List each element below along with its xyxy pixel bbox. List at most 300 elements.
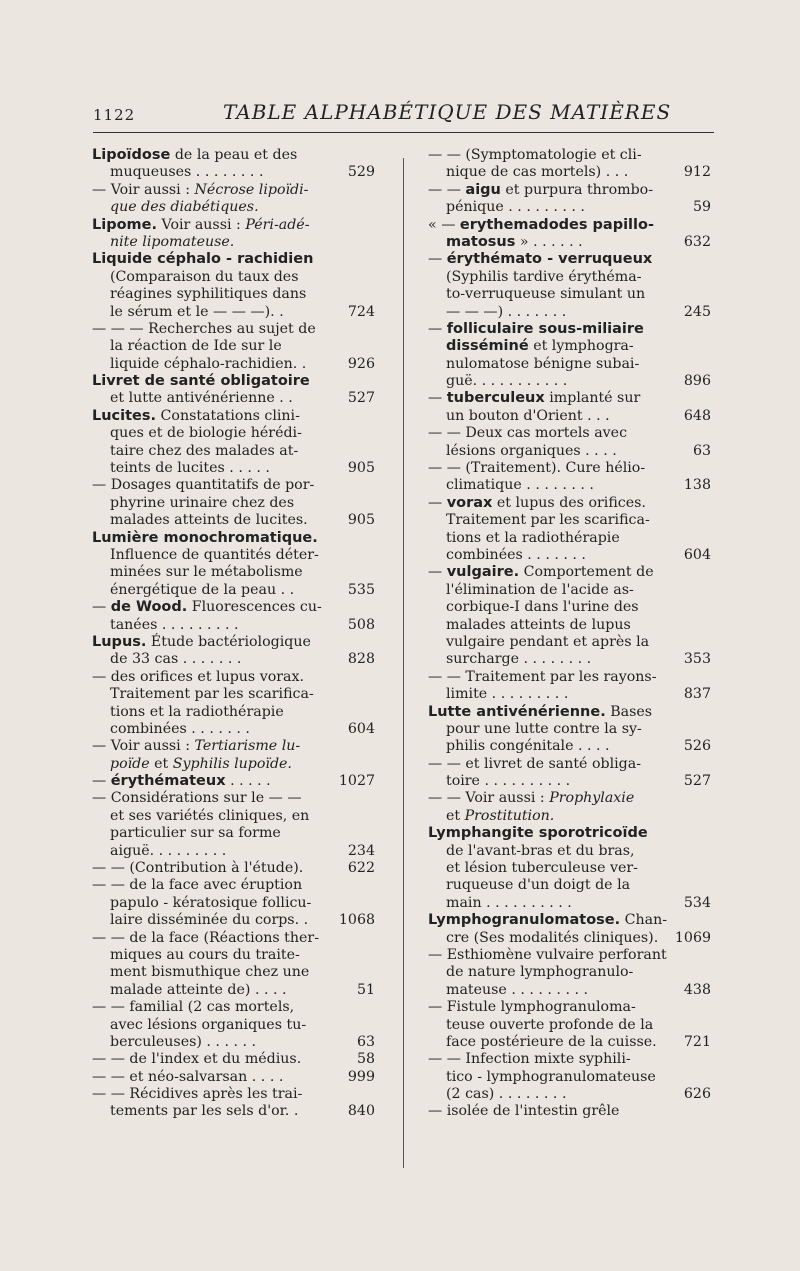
index-text: — — Infection mixte syphili- (428, 1051, 631, 1068)
index-text: malade atteinte de) . . . . (110, 981, 287, 998)
index-text: miques au cours du traite- (110, 946, 300, 963)
index-line (428, 338, 711, 355)
index-line-text (428, 321, 644, 337)
index-line (92, 895, 375, 912)
index-text: — (428, 390, 447, 407)
index-line (92, 756, 375, 773)
index-text: ment bismuthique chez une (110, 964, 310, 981)
index-line (92, 686, 375, 703)
index-line (92, 443, 375, 460)
page-reference: 1068 (338, 912, 375, 929)
index-line-text (110, 895, 311, 911)
index-text: tions et la radiothérapie (446, 529, 620, 546)
page-reference: 896 (683, 373, 711, 390)
index-line-text (446, 408, 610, 424)
index-line (92, 738, 375, 755)
index-line (428, 773, 711, 790)
page-reference: 59 (692, 199, 711, 216)
index-line (428, 495, 711, 512)
index-line (92, 356, 375, 373)
index-line-text (110, 338, 282, 354)
index-crossref: Syphilis lupoïde. (172, 755, 292, 772)
index-text: cre (Ses modalités cliniques). (446, 929, 659, 946)
index-line (92, 530, 375, 547)
index-text: — — et livret de santé obliga- (428, 755, 641, 772)
index-line-text (110, 443, 298, 459)
index-text: to-verruqueuse simulant un (446, 286, 646, 303)
index-line-text (92, 408, 300, 424)
index-text: . . . . . (225, 773, 271, 790)
index-line (428, 390, 711, 407)
index-line (428, 182, 711, 199)
index-line (92, 234, 375, 251)
index-text: taire chez des malades at- (110, 442, 299, 459)
page-reference: 828 (347, 651, 375, 668)
index-line (428, 234, 711, 251)
index-line (428, 651, 711, 668)
index-text: Comportement de (519, 564, 654, 581)
index-line-text (446, 304, 566, 320)
index-line (92, 982, 375, 999)
index-text: — — de la face (Réactions ther- (92, 929, 319, 946)
index-text: — — de l'index et du médius. (92, 1051, 302, 1068)
index-term: disséminé (446, 338, 529, 355)
index-line-text (92, 773, 271, 789)
index-text: et ses variétés cliniques, en (110, 807, 310, 824)
index-line-text (428, 912, 667, 928)
index-line (428, 217, 711, 234)
index-text: teuse ouverte profonde de la (446, 1016, 654, 1033)
index-line (428, 356, 711, 373)
index-text: malades atteints de lucites. (110, 512, 308, 529)
index-term: Lupus. (92, 633, 147, 650)
page-reference: 527 (347, 390, 375, 407)
index-line (428, 738, 711, 755)
page-reference: 535 (347, 581, 375, 598)
index-line-text (428, 999, 636, 1015)
index-text: (Comparaison du taux des (110, 268, 299, 285)
index-text: — — Récidives après les trai- (92, 1086, 303, 1103)
index-line-text (110, 912, 308, 928)
index-line-text (446, 547, 586, 563)
page-reference: 648 (683, 407, 711, 424)
page-reference: 632 (683, 233, 711, 250)
index-line-text (446, 477, 594, 493)
index-line-text (92, 999, 294, 1015)
index-text: Traitement par les scarifica- (446, 512, 650, 529)
index-line-text (110, 425, 302, 441)
index-line (92, 790, 375, 807)
index-crossref: Prophylaxie (549, 790, 635, 807)
index-term: érythémato - verruqueux (446, 251, 653, 268)
index-line (92, 860, 375, 877)
index-text: Bases (605, 703, 653, 720)
index-line-text (446, 982, 588, 998)
index-line-text (110, 304, 284, 320)
page-reference: 622 (347, 860, 375, 877)
index-line-text (446, 651, 591, 667)
page-reference: 353 (683, 651, 711, 668)
index-line-text (110, 199, 259, 215)
index-line (428, 1086, 711, 1103)
index-text: de 33 cas . . . . . . . (110, 651, 242, 668)
page-reference: 721 (683, 1033, 711, 1050)
index-line (92, 704, 375, 721)
index-line-text (92, 790, 302, 806)
index-line-text (110, 269, 298, 285)
index-line (428, 877, 711, 894)
index-text: de l'avant-bras et du bras, (446, 842, 635, 859)
page-reference: 905 (347, 512, 375, 529)
index-text: et (446, 807, 465, 824)
index-term: Lipoïdose (92, 147, 171, 163)
index-text: corbique-I dans l'urine des (446, 599, 639, 616)
index-line (428, 564, 711, 581)
index-line (428, 790, 711, 807)
index-line (92, 1069, 375, 1086)
index-line-text (92, 321, 316, 337)
index-text: ques et de biologie hérédi- (110, 425, 302, 442)
index-line (92, 1103, 375, 1120)
index-line-text (110, 721, 250, 737)
index-line (428, 756, 711, 773)
index-line-text (110, 964, 309, 980)
page-reference: 508 (347, 616, 375, 633)
index-line (92, 495, 375, 512)
index-text: réagines syphilitiques dans (110, 286, 307, 303)
index-text: — Considérations sur le — — (92, 790, 302, 807)
page-header (93, 100, 713, 130)
index-line (92, 669, 375, 686)
index-line-text (446, 964, 633, 980)
index-line-text (446, 164, 628, 180)
index-line-text (446, 860, 638, 876)
index-text: tanées . . . . . . . . . (110, 616, 239, 633)
index-line-text (92, 1086, 302, 1102)
index-line-text (446, 738, 610, 754)
index-line-text (110, 547, 319, 563)
index-line-text (110, 704, 284, 720)
index-line (92, 912, 375, 929)
index-line (92, 425, 375, 442)
index-line (428, 477, 711, 494)
page-reference: 234 (347, 842, 375, 859)
index-text: — Voir aussi : (92, 181, 195, 198)
index-line (428, 286, 711, 303)
header-rule (93, 132, 714, 133)
index-line-text (92, 182, 308, 198)
index-line-text (446, 443, 617, 459)
index-line (428, 912, 711, 929)
index-text: combinées . . . . . . . (110, 720, 250, 737)
index-text: un bouton d'Orient . . . (446, 407, 610, 424)
index-line-text (446, 877, 630, 893)
index-text: surcharge . . . . . . . . (446, 651, 592, 668)
index-text: Fluorescences cu- (187, 599, 322, 616)
page-reference: 534 (683, 894, 711, 911)
index-line (92, 338, 375, 355)
index-line-text (92, 877, 302, 893)
index-line (428, 199, 711, 216)
index-line-text (446, 1034, 657, 1050)
index-line-text (446, 234, 583, 250)
index-line-text (110, 564, 303, 580)
index-crossref: Nécrose lipoïdi- (194, 181, 309, 198)
index-term: vorax (446, 494, 493, 511)
index-text: — — Deux cas mortels avec (428, 425, 628, 442)
page-reference: 51 (356, 981, 375, 998)
index-line (428, 860, 711, 877)
index-line-text (446, 338, 634, 354)
index-text: Constatations clini- (156, 407, 300, 424)
index-text: phyrine urinaire chez des (110, 494, 295, 511)
index-text: — — (Symptomatologie et cli- (428, 147, 642, 163)
index-line-text (92, 251, 313, 267)
index-line-text (446, 269, 642, 285)
index-line (92, 251, 375, 268)
index-text: énergétique de la peau . . (110, 581, 295, 598)
index-line (428, 999, 711, 1016)
index-text: nique de cas mortels) . . . (446, 164, 629, 181)
index-crossref: poïde (110, 755, 150, 772)
index-line (428, 1103, 711, 1120)
index-line-text (92, 1069, 283, 1085)
index-line-text (92, 530, 318, 546)
index-text: — — (Traitement). Cure hélio- (428, 460, 646, 477)
right-column (428, 147, 711, 1121)
index-term: aigu (465, 181, 501, 198)
index-text: — — de la face avec éruption (92, 877, 303, 894)
index-line (92, 408, 375, 425)
index-text: avec lésions organiques tu- (110, 1016, 307, 1033)
index-text: et lutte antivénérienne . . (110, 390, 293, 407)
index-line (428, 164, 711, 181)
index-line-text (446, 1086, 566, 1102)
index-text: — (92, 599, 111, 616)
index-line-text (110, 512, 308, 528)
page-reference: 604 (347, 720, 375, 737)
index-text: Étude bactériologique (146, 633, 311, 650)
index-line-text (110, 843, 226, 859)
index-line (92, 147, 375, 164)
index-line (92, 217, 375, 234)
index-text: — — et néo-salvarsan . . . . (92, 1068, 284, 1085)
index-line-text (428, 147, 642, 163)
index-text: — (92, 773, 111, 790)
index-line (428, 147, 711, 164)
index-text: particulier sur sa forme (110, 825, 281, 842)
index-line-text (446, 773, 570, 789)
index-line (92, 373, 375, 390)
index-line-text (446, 686, 568, 702)
index-text: — — — Recherches au sujet de (92, 320, 316, 337)
index-text: « — (428, 216, 460, 233)
index-line-text (428, 825, 648, 841)
index-text: tements par les sels d'or. . (110, 1103, 299, 1120)
index-line (428, 843, 711, 860)
index-text: vulgaire pendant et après la (446, 633, 650, 650)
index-line-text (92, 147, 297, 163)
index-term: Lymphangite sporotricoïde (428, 825, 648, 842)
index-line-text (110, 460, 270, 476)
index-line (92, 582, 375, 599)
index-line-text (92, 373, 310, 389)
index-text: (Syphilis tardive érythéma- (446, 268, 642, 285)
index-text: — — Voir aussi : (428, 790, 550, 807)
index-line-text (428, 947, 667, 963)
index-line-text (92, 860, 303, 876)
index-line-text (446, 1069, 656, 1085)
index-line (428, 460, 711, 477)
page-reference: 837 (683, 686, 711, 703)
index-line (428, 947, 711, 964)
index-term: Lumière monochromatique. (92, 529, 318, 546)
index-line (92, 999, 375, 1016)
index-line-text (446, 199, 585, 215)
index-line-text (428, 425, 627, 441)
index-line (428, 617, 711, 634)
index-line-text (110, 356, 306, 372)
index-text: — isolée de l'intestin grêle (428, 1103, 620, 1120)
index-line (428, 1017, 711, 1034)
index-line (92, 773, 375, 790)
index-text: l'élimination de l'acide as- (446, 581, 634, 598)
index-text: — — familial (2 cas mortels, (92, 999, 295, 1016)
index-line (428, 530, 711, 547)
index-text: de nature lymphogranulo- (446, 964, 634, 981)
index-term: vulgaire. (446, 564, 520, 581)
page-reference: 527 (683, 773, 711, 790)
index-line-text (92, 669, 304, 685)
index-term: Lutte antivénérienne. (428, 703, 606, 720)
index-term: matosus (446, 233, 516, 250)
page-reference: 58 (356, 1051, 375, 1068)
index-text: et lésion tuberculeuse ver- (446, 860, 638, 877)
index-line-text (110, 1034, 256, 1050)
index-line (92, 460, 375, 477)
index-line-text (446, 843, 635, 859)
index-line (92, 808, 375, 825)
index-crossref: Tertiarisme lu- (194, 738, 301, 755)
index-line (428, 669, 711, 686)
index-line-text (428, 756, 641, 772)
index-line (428, 686, 711, 703)
index-line-text (110, 286, 306, 302)
index-line-text (446, 721, 642, 737)
index-line-text (110, 582, 294, 598)
index-line-text (428, 495, 646, 511)
index-text: aiguë. . . . . . . . . (110, 842, 227, 859)
index-text: et lupus des orifices. (492, 494, 646, 511)
index-line (428, 1069, 711, 1086)
index-text: et lymphogra- (528, 338, 634, 355)
page-reference: 138 (683, 477, 711, 494)
index-text: limite . . . . . . . . . (446, 686, 569, 703)
index-text: pénique . . . . . . . . . (446, 199, 585, 216)
index-crossref: nite lipomateuse. (110, 233, 235, 250)
index-line (428, 825, 711, 842)
index-text: — (428, 251, 447, 268)
index-text: pour une lutte contre la sy- (446, 720, 642, 737)
index-text: » . . . . . . (515, 233, 583, 250)
index-term: Lucites. (92, 407, 157, 424)
index-text: de la peau et des (170, 147, 298, 163)
index-line (92, 721, 375, 738)
index-line-text (110, 808, 309, 824)
index-line (92, 1017, 375, 1034)
index-line (428, 930, 711, 947)
page-reference: 926 (347, 355, 375, 372)
index-line-text (428, 390, 640, 406)
index-text: malades atteints de lupus (446, 616, 631, 633)
index-line (92, 877, 375, 894)
index-line (428, 321, 711, 338)
index-text: la réaction de Ide sur le (110, 338, 282, 355)
page-reference: 626 (683, 1086, 711, 1103)
index-line (428, 599, 711, 616)
index-term: Livret de santé obligatoire (92, 373, 310, 390)
index-text: laire disséminée du corps. . (110, 912, 309, 929)
index-text: — — (428, 181, 466, 198)
index-line-text (428, 1103, 619, 1119)
index-line (428, 425, 711, 442)
page-reference: 63 (692, 442, 711, 459)
index-line-text (428, 460, 645, 476)
index-line (92, 599, 375, 616)
index-text: minées sur le métabolisme (110, 564, 303, 581)
index-line-text (110, 495, 294, 511)
index-line-text (92, 1051, 301, 1067)
index-text: et (149, 755, 173, 772)
index-line-text (446, 582, 634, 598)
index-text: — (428, 494, 447, 511)
index-line-text (428, 182, 653, 198)
index-text: mateuse . . . . . . . . . (446, 981, 588, 998)
index-line (428, 808, 711, 825)
page-reference: 438 (683, 981, 711, 998)
index-line (428, 1034, 711, 1051)
index-line-text (446, 808, 554, 824)
index-text: main . . . . . . . . . . (446, 894, 572, 911)
index-line (428, 251, 711, 268)
index-text: climatique . . . . . . . . (446, 477, 594, 494)
index-line (428, 408, 711, 425)
index-line (92, 947, 375, 964)
index-line-text (110, 1017, 306, 1033)
index-line (92, 199, 375, 216)
index-line (92, 512, 375, 529)
page-reference: 840 (347, 1103, 375, 1120)
index-line-text (446, 599, 639, 615)
index-text: tions et la radiothérapie (110, 703, 284, 720)
index-line-text (110, 390, 293, 406)
index-line-text (110, 651, 241, 667)
index-line-text (92, 217, 310, 233)
index-line (428, 269, 711, 286)
page-reference: 529 (347, 164, 375, 181)
index-line (92, 1034, 375, 1051)
index-text: berculeuses) . . . . . . (110, 1033, 257, 1050)
index-line-text (428, 1051, 631, 1067)
index-crossref: Péri-adé- (245, 216, 310, 233)
index-term: erythemadodes papillo- (459, 216, 654, 233)
index-line-text (446, 530, 620, 546)
index-line (92, 1086, 375, 1103)
index-line-text (446, 373, 567, 389)
index-line (92, 651, 375, 668)
index-line (92, 1051, 375, 1068)
index-line (428, 634, 711, 651)
